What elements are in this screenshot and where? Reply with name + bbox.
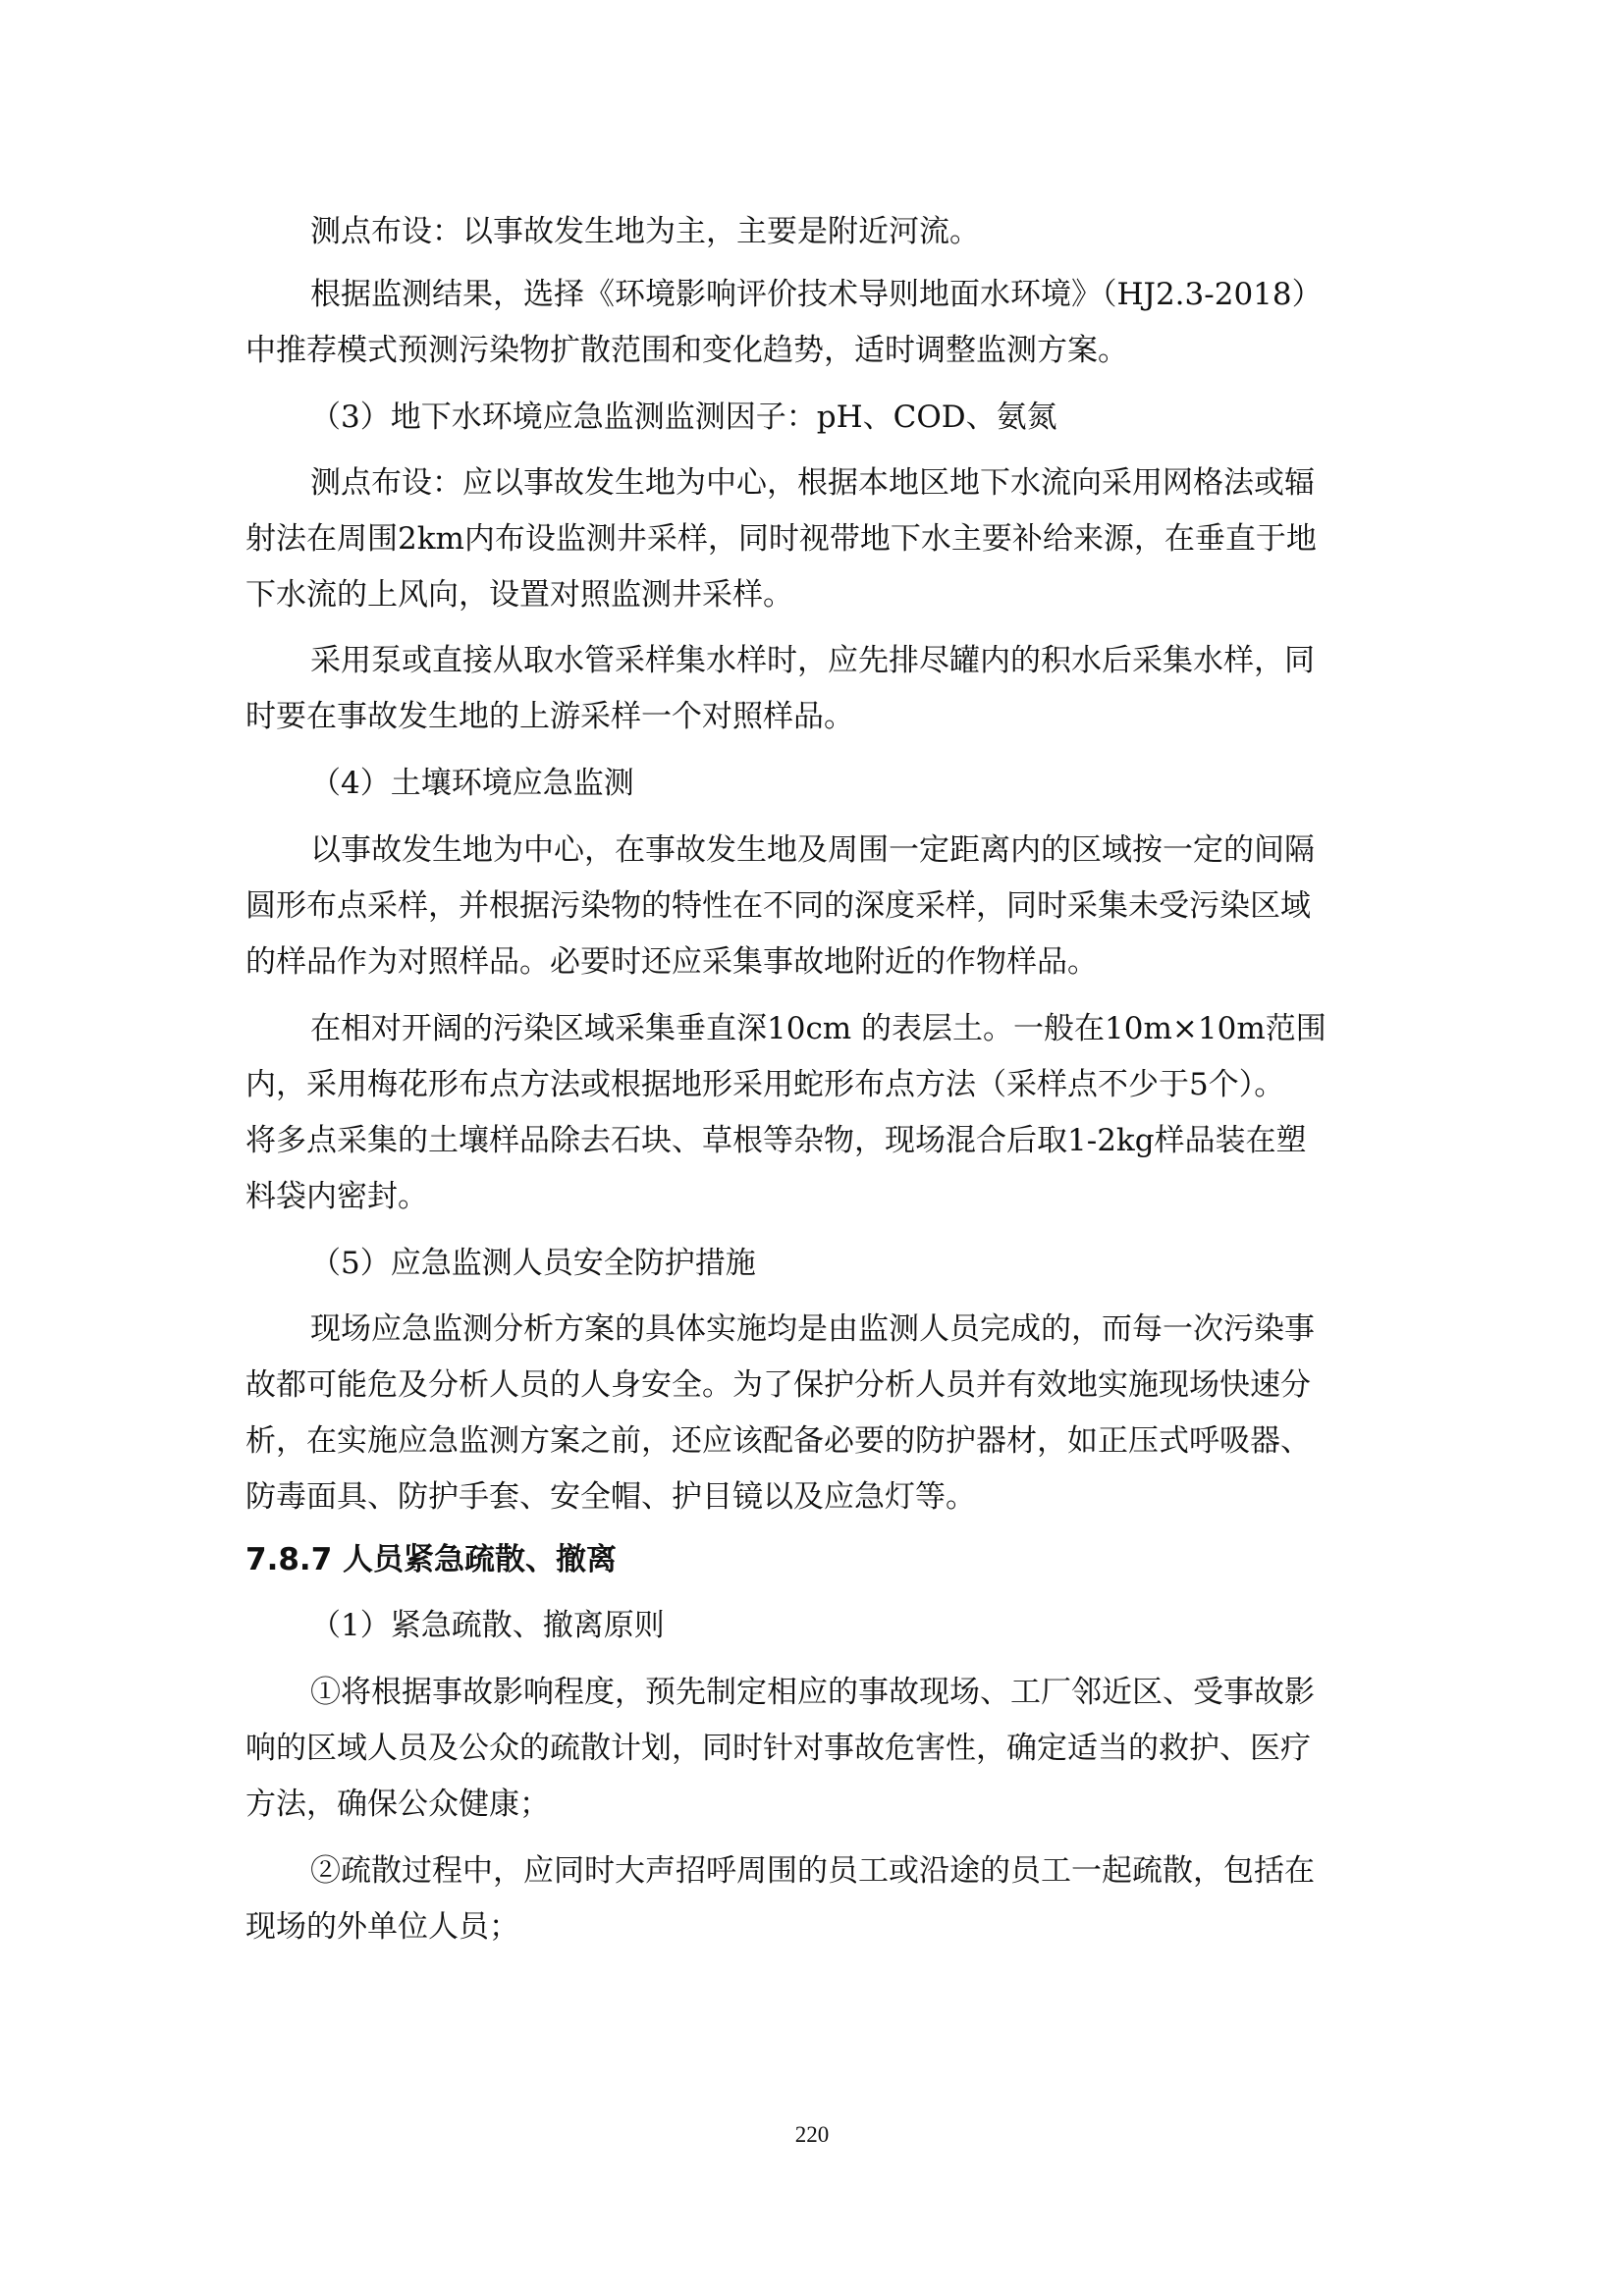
paragraph-line: 的样品作为对照样品。必要时还应采集事故地附近的作物样品。 xyxy=(245,944,1098,980)
paragraph-line: 析，在实施应急监测方案之前，还应该配备必要的防护器材，如正压式呼吸器、 xyxy=(245,1423,1311,1459)
paragraph-line: ②疏散过程中，应同时大声招呼周围的员工或沿途的员工一起疏散，包括在 xyxy=(310,1853,1315,1889)
subsection-heading: （5）应急监测人员安全防护措施 xyxy=(310,1246,756,1281)
paragraph-line: 防毒面具、防护手套、安全帽、护目镜以及应急灯等。 xyxy=(245,1479,976,1515)
subsection-heading: （3）地下水环境应急监测监测因子：pH、COD、氨氮 xyxy=(310,400,1057,435)
paragraph-line: 将多点采集的土壤样品除去石块、草根等杂物，现场混合后取1-2kg样品装在塑 xyxy=(245,1123,1307,1158)
subsection-heading: （1）紧急疏散、撤离原则 xyxy=(310,1608,665,1643)
paragraph-line: 在相对开阔的污染区域采集垂直深10cm 的表层土。一般在10m×10m范围 xyxy=(310,1011,1326,1046)
paragraph-line: 测点布设：以事故发生地为主，主要是附近河流。 xyxy=(310,214,980,249)
paragraph-line: 料袋内密封。 xyxy=(245,1179,428,1214)
paragraph-line: 响的区域人员及公众的疏散计划，同时针对事故危害性，确定适当的救护、医疗 xyxy=(245,1731,1311,1766)
paragraph-line: 内，采用梅花形布点方法或根据地形采用蛇形布点方法（采样点不少于5个）。 xyxy=(245,1067,1285,1102)
paragraph-line: 射法在周围2km内布设监测井采样，同时视带地下水主要补给来源，在垂直于地 xyxy=(245,521,1317,557)
paragraph-line: 现场应急监测分析方案的具体实施均是由监测人员完成的，而每一次污染事 xyxy=(310,1311,1315,1347)
paragraph-line: 采用泵或直接从取水管采样集水样时，应先排尽罐内的积水后采集水样，同 xyxy=(310,643,1315,678)
paragraph-line: 测点布设：应以事故发生地为中心，根据本地区地下水流向采用网格法或辐 xyxy=(310,465,1315,501)
paragraph-line: 时要在事故发生地的上游采样一个对照样品。 xyxy=(245,699,854,734)
section-heading: 7.8.7 人员紧急疏散、撤离 xyxy=(245,1542,618,1577)
paragraph-line: 方法，确保公众健康； xyxy=(245,1787,550,1822)
paragraph-line: 下水流的上风向，设置对照监测井采样。 xyxy=(245,577,793,613)
paragraph-line: ①将根据事故影响程度，预先制定相应的事故现场、工厂邻近区、受事故影 xyxy=(310,1675,1315,1710)
paragraph-line: 根据监测结果，选择《环境影响评价技术导则地面水环境》（HJ2.3-2018） xyxy=(310,277,1323,312)
subsection-heading: （4）土壤环境应急监测 xyxy=(310,766,634,801)
paragraph-line: 故都可能危及分析人员的人身安全。为了保护分析人员并有效地实施现场快速分 xyxy=(245,1367,1311,1403)
paragraph-line: 现场的外单位人员； xyxy=(245,1909,519,1945)
paragraph-line: 中推荐模式预测污染物扩散范围和变化趋势，适时调整监测方案。 xyxy=(245,333,1128,368)
paragraph-line: 以事故发生地为中心，在事故发生地及周围一定距离内的区域按一定的间隔 xyxy=(310,832,1315,868)
page-number: 220 xyxy=(794,2122,830,2147)
paragraph-line: 圆形布点采样，并根据污染物的特性在不同的深度采样，同时采集未受污染区域 xyxy=(245,888,1311,924)
